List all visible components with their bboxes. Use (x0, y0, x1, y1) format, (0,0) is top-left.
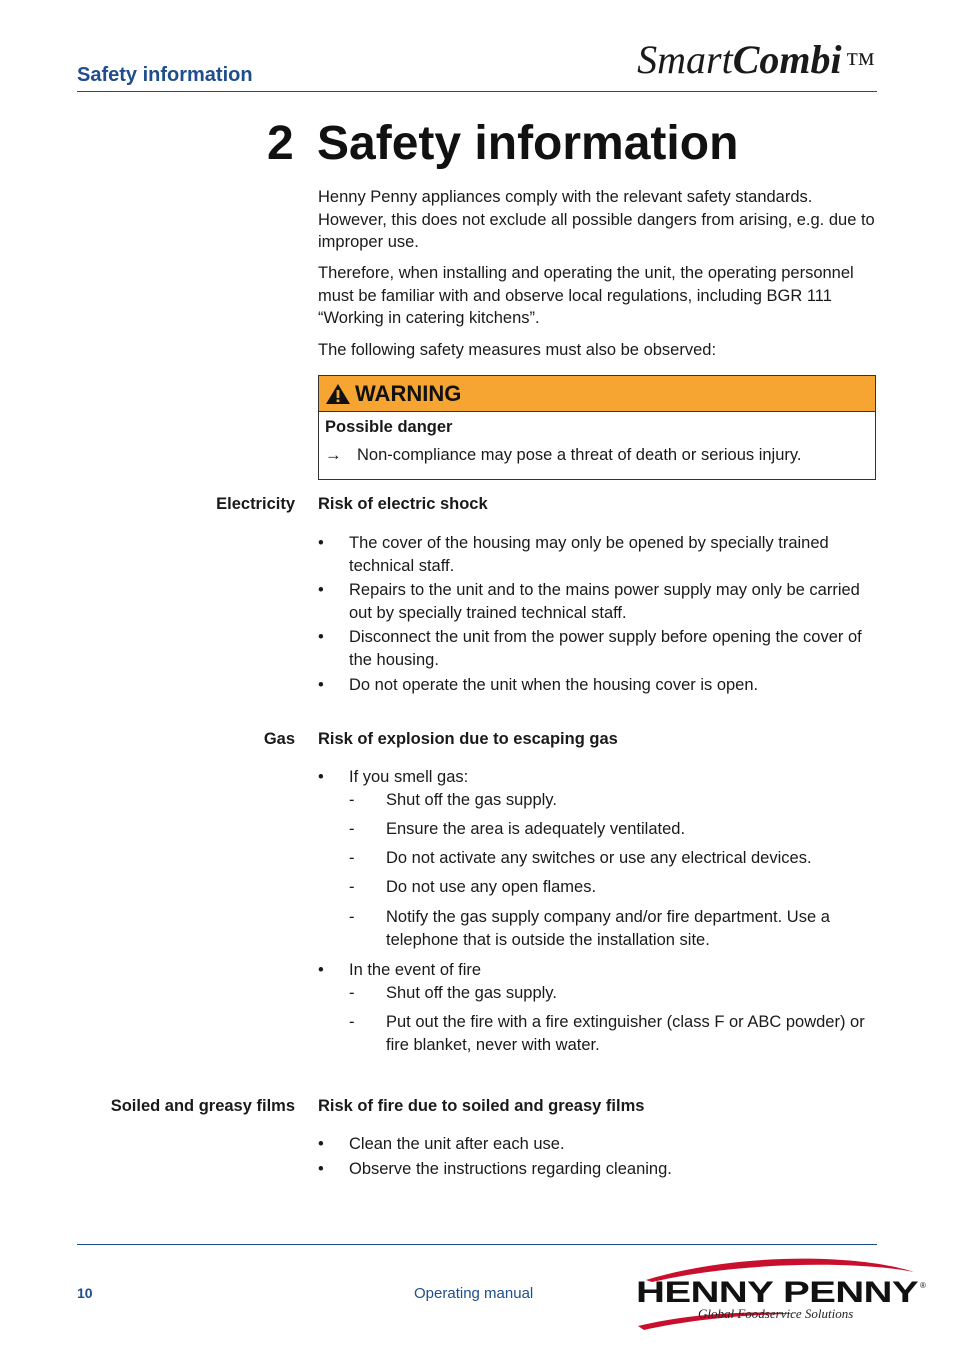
warning-box (318, 375, 876, 480)
side-label-films: Soiled and greasy films (110, 1097, 295, 1115)
side-label-gas: Gas (263, 730, 295, 748)
bullet-icon: • (318, 676, 324, 694)
dash-icon: - (349, 820, 355, 838)
intro-paragraph-1: Henny Penny appliances comply with the relevant safety standards. However, this does not exclude all possible dangers from arising, e.g. due to improper use. (318, 188, 875, 251)
running-header-section: Safety information (77, 64, 253, 86)
warning-header (319, 376, 875, 412)
bullet-icon: • (318, 1160, 324, 1178)
dash-icon: - (349, 878, 355, 896)
logo-tagline: Global Foodservice Solutions (698, 1306, 854, 1321)
logo-registered: ® (920, 1281, 926, 1290)
chapter-title-text: Safety information (317, 117, 739, 170)
header-rule (77, 91, 877, 92)
warning-triangle-icon (325, 383, 351, 405)
heading-explosion: Risk of explosion due to escaping gas (318, 730, 618, 748)
dash-icon: - (349, 984, 355, 1002)
bullet-icon: • (318, 581, 324, 599)
intro-paragraph-3: The following safety measures must also be observed: (318, 341, 717, 359)
brand-smartcombi (637, 36, 875, 83)
side-label-electricity: Electricity (216, 495, 295, 513)
bullet-icon: • (318, 768, 324, 786)
heading-electric-shock: Risk of electric shock (318, 495, 488, 513)
bullet-icon: • (318, 628, 324, 646)
brand-smart: Smart (637, 37, 733, 82)
warning-text: Non-compliance may pose a threat of death or serious injury. (357, 446, 802, 464)
dash-icon: - (349, 791, 355, 809)
bullet-icon: • (318, 534, 324, 552)
brand-combi: Combi (732, 37, 842, 82)
intro-paragraph-2: Therefore, when installing and operating the unit, the operating personnel must be familiar with and observe local regulations, including BGR 111 “Working in catering kitchens”. (318, 264, 854, 327)
warning-label: WARNING (355, 380, 462, 406)
bullet-icon: • (318, 961, 324, 979)
warning-title: Possible danger (325, 418, 453, 436)
dash-icon: - (349, 908, 355, 926)
arrow-right-icon: → (325, 446, 342, 464)
chapter-title (267, 116, 738, 171)
logo-name: HENNY PENNY (636, 1276, 919, 1309)
dash-icon: - (349, 849, 355, 867)
bullet-icon: • (318, 1135, 324, 1153)
footer-manual-label: Operating manual (414, 1285, 534, 1302)
footer-rule (77, 1244, 877, 1245)
warning-item (325, 446, 802, 465)
heading-fire-films: Risk of fire due to soiled and greasy films (318, 1097, 645, 1115)
brand-trademark: ™ (845, 47, 875, 80)
henny-penny-logo (628, 1256, 930, 1334)
chapter-number: 2 (267, 117, 294, 170)
page-number: 10 (77, 1285, 93, 1301)
dash-icon: - (349, 1013, 355, 1031)
